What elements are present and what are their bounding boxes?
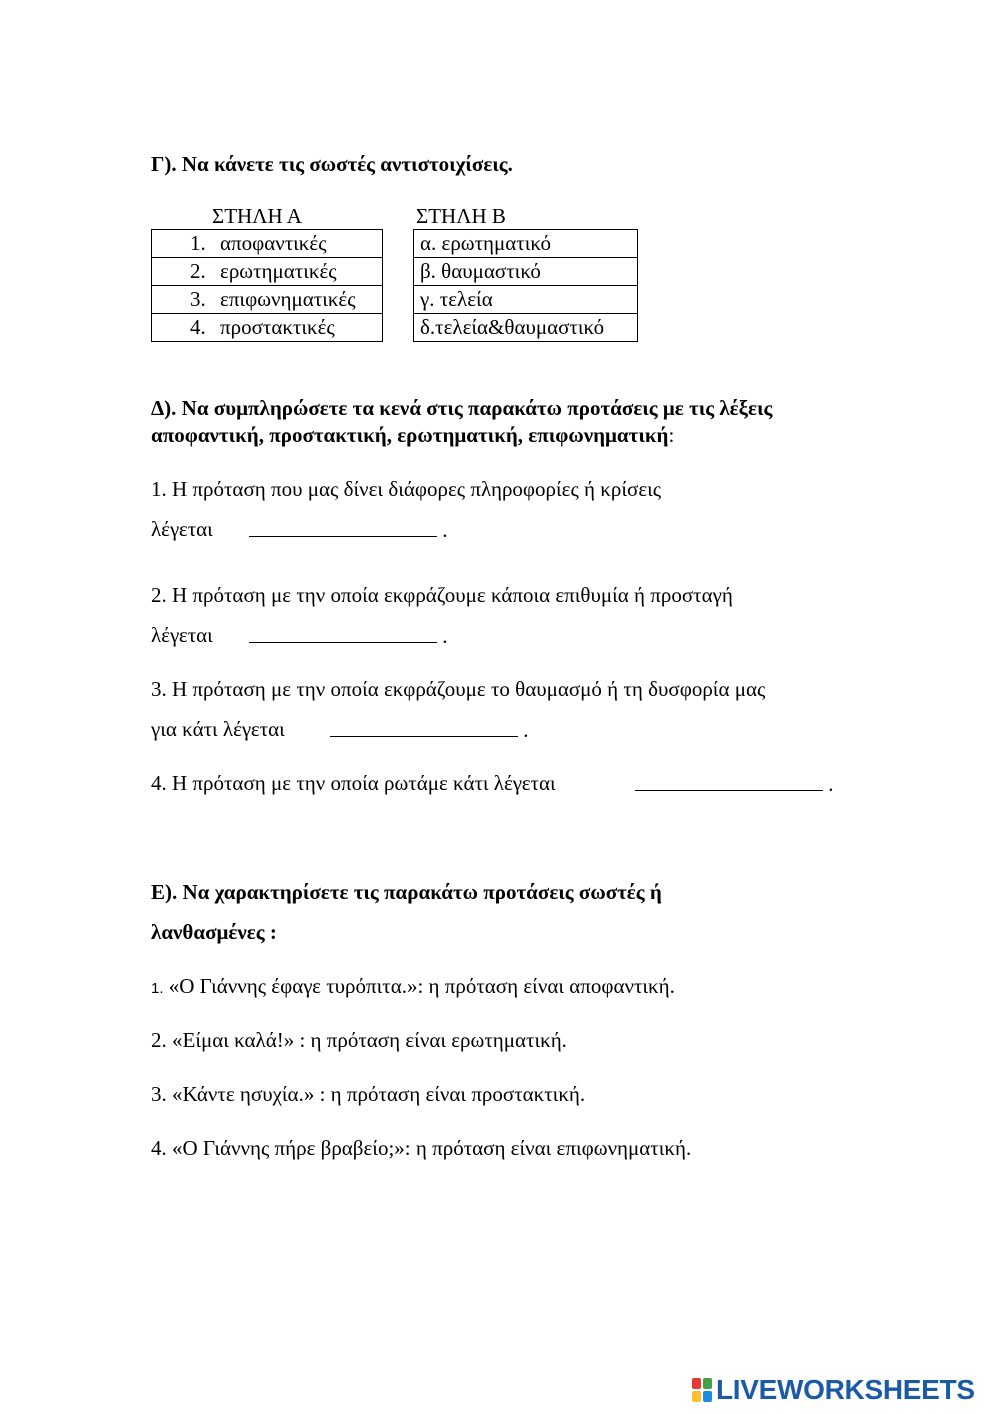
statement-1[interactable]	[151, 974, 675, 999]
statement-number: 1.	[151, 980, 164, 997]
logo-tile	[692, 1378, 701, 1389]
question-3-blank[interactable]	[330, 717, 529, 743]
column-a-row[interactable]	[152, 286, 383, 314]
answer-line[interactable]	[249, 623, 437, 643]
item-text: επιφωνηματικές	[220, 287, 356, 311]
answer-line[interactable]	[635, 771, 823, 791]
question-1-label: λέγεται	[151, 517, 213, 541]
heading-colon: :	[668, 423, 675, 447]
section-d-heading-line2	[151, 423, 674, 448]
question-3-text: 3. Η πρόταση με την οποία εκφράζουμε το θαυμασμό ή τη δυσφορία μας	[151, 677, 766, 701]
question-1-text: 1. Η πρόταση που μας δίνει διάφορες πληροφορίες ή κρίσεις	[151, 477, 662, 501]
answer-line[interactable]	[330, 717, 518, 737]
column-b-title: ΣΤΗΛΗ Β	[416, 204, 506, 228]
column-b-table	[413, 229, 638, 342]
item-number: 3.	[190, 287, 206, 311]
logo-tile	[703, 1378, 712, 1389]
question-2-text: 2. Η πρόταση με την οποία εκφράζουμε κάποια επιθυμία ή προσταγή	[151, 583, 733, 607]
end-mark: .	[442, 624, 448, 648]
logo-tile	[703, 1391, 712, 1402]
item-text: β. θαυμαστικό	[414, 258, 638, 286]
item-text: προστακτικές	[220, 315, 335, 339]
column-a-table	[151, 229, 383, 342]
column-a-row[interactable]	[152, 258, 383, 286]
item-number: 1.	[190, 231, 206, 255]
column-a-row[interactable]	[152, 314, 383, 342]
item-text: α. ερωτηματικό	[414, 230, 638, 258]
item-text: αποφαντικές	[220, 231, 327, 255]
section-e-heading-line1: Ε). Να χαρακτηρίσετε τις παρακάτω προτάσεις σωστές ή	[151, 880, 662, 904]
item-number: 2.	[190, 259, 206, 283]
column-b-row[interactable]	[414, 314, 638, 342]
item-text: γ. τελεία	[414, 286, 638, 314]
logo-grid-icon	[692, 1378, 712, 1402]
end-mark: .	[523, 718, 529, 742]
statement-4[interactable]: 4. «Ο Γιάννης πήρε βραβείο;»: η πρόταση είναι επιφωνηματική.	[151, 1136, 692, 1160]
section-d-heading-line1: Δ). Να συμπληρώσετε τα κενά στις παρακάτω προτάσεις με τις λέξεις	[151, 396, 773, 420]
end-mark: .	[442, 518, 448, 542]
answer-line[interactable]	[249, 517, 437, 537]
question-2-blank[interactable]	[249, 623, 448, 649]
statement-3[interactable]: 3. «Κάντε ησυχία.» : η πρόταση είναι προστακτική.	[151, 1082, 586, 1106]
question-1-blank[interactable]	[249, 517, 448, 543]
logo-text: LIVEWORKSHEETS	[716, 1374, 975, 1405]
column-b-row[interactable]	[414, 230, 638, 258]
section-g-heading: Γ). Να κάνετε τις σωστές αντιστοιχίσεις.	[151, 152, 513, 176]
word-list: αποφαντική, προστακτική, ερωτηματική, επιφωνηματική	[151, 423, 669, 447]
question-3-label: για κάτι λέγεται	[151, 717, 285, 741]
statement-text: «Ο Γιάννης έφαγε τυρόπιτα.»: η πρόταση είναι αποφαντική.	[168, 974, 675, 998]
question-2-label: λέγεται	[151, 623, 213, 647]
logo-tile	[692, 1391, 701, 1402]
column-b-row[interactable]	[414, 258, 638, 286]
question-4-blank[interactable]	[635, 771, 834, 797]
column-a-title: ΣΤΗΛΗ Α	[212, 204, 302, 228]
column-a-row[interactable]	[152, 230, 383, 258]
item-text: δ.τελεία&θαυμαστικό	[414, 314, 638, 342]
end-mark: .	[828, 772, 834, 796]
column-b-row[interactable]	[414, 286, 638, 314]
section-e-heading-line2: λανθασμένες :	[151, 920, 277, 944]
question-4-text: 4. Η πρόταση με την οποία ρωτάμε κάτι λέγεται	[151, 771, 556, 795]
item-number: 4.	[190, 315, 206, 339]
item-text: ερωτηματικές	[220, 259, 337, 283]
statement-2[interactable]: 2. «Είμαι καλά!» : η πρόταση είναι ερωτηματική.	[151, 1028, 567, 1052]
